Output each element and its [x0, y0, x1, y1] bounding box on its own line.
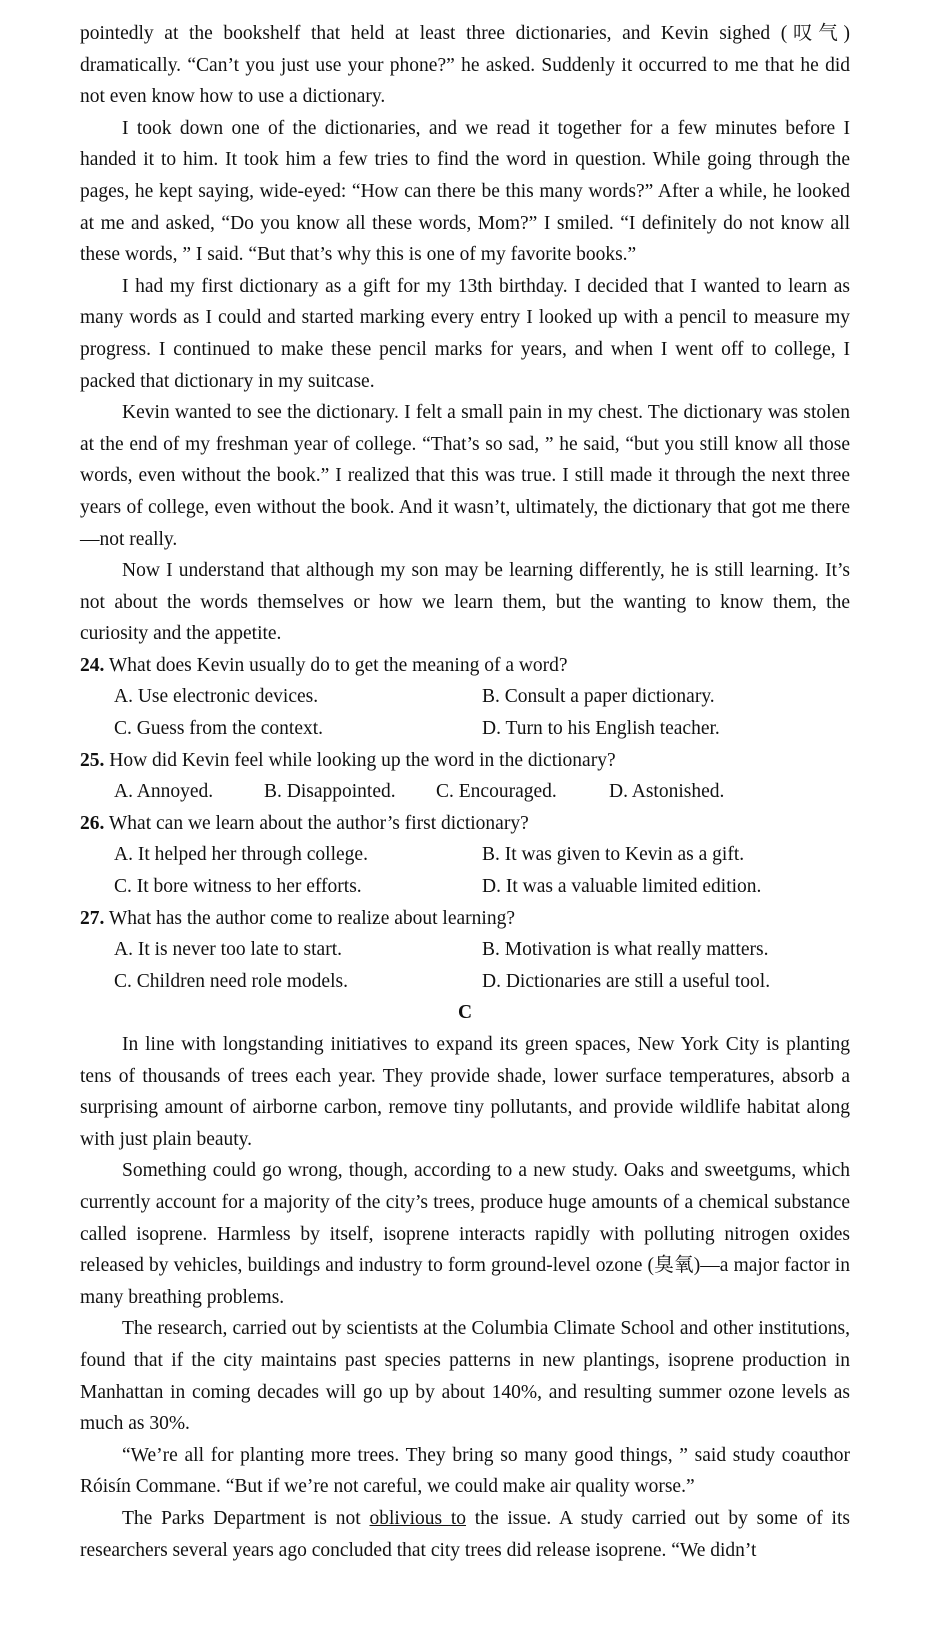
- question-text: How did Kevin feel while looking up the word in the dictionary?: [109, 749, 616, 771]
- question-stem: [80, 650, 850, 682]
- passage-paragraph: In line with longstanding initiatives to expand its green spaces, New York City is planting tens of thousands of trees each year. They provide shade, lower surface temperatures, absorb a surprising amount of airborne carbon, remove tiny pollutants, and provide wildlife habitat along with just plain beauty.: [80, 1034, 850, 1150]
- question-number: 26.: [80, 812, 105, 834]
- option-b: B. It was given to Kevin as a gift.: [482, 844, 745, 866]
- option-c: C. Guess from the context.: [114, 718, 324, 740]
- passage-paragraph: The research, carried out by scientists at the Columbia Climate School and other institutions, found that if the city maintains past species patterns in new plantings, isoprene production in Manhattan in coming decades will go up by about 140%, and resulting summer ozone levels as much as 30%.: [80, 1318, 850, 1435]
- passage-paragraph: Kevin wanted to see the dictionary. I felt a small pain in my chest. The dictionary was stolen at the end of my freshman year of college. “That’s so sad, ” he said, “but you still know all those words, even without the book.” I realized that this was true. I still made it through the next three years of college, even without the book. And it wasn’t, ultimately, the dictionary that got me there—not really.: [80, 402, 850, 550]
- passage-paragraph: I took down one of the dictionaries, and we read it together for a few minutes before I handed it to him. It took him a few tries to find the word in question. While going through the pages, he kept saying, wide-eyed: “How can there be this many words?” After a while, he looked at me and asked, “Do you know all these words, Mom?” I smiled. “I definitely do not know all these words, ” I said. “But that’s why this is one of my favorite books.”: [80, 117, 850, 266]
- question-number: 27.: [80, 907, 105, 929]
- question-27: [80, 903, 850, 998]
- question-24: [80, 650, 850, 745]
- passage-paragraph: pointedly at the bookshelf that held at least three dictionaries, and Kevin sighed (叹气) dramatically. “Can’t you just use your phone?” he asked. Suddenly it occurred to me that he did not even know how to use a dictionary.: [80, 23, 850, 108]
- passage-paragraph: “We’re all for planting more trees. They bring so many good things, ” said study coauthor Róisín Commane. “But if we’re not careful, we could make air quality worse.”: [80, 1444, 850, 1498]
- option-a: A. Use electronic devices.: [114, 686, 319, 708]
- option-b: B. Consult a paper dictionary.: [482, 686, 715, 708]
- question-number: 25.: [80, 749, 105, 771]
- option-list: [80, 839, 850, 902]
- exam-page: [80, 18, 850, 1566]
- text-span: the issue. A study carried out by some of its researchers several years ago concluded that city trees did release isoprene. “We didn’t: [80, 1507, 850, 1561]
- option-list: [80, 934, 850, 997]
- underlined-phrase: oblivious to: [369, 1507, 467, 1529]
- question-stem: [80, 808, 850, 840]
- question-number: 24.: [80, 654, 105, 676]
- question-stem: [80, 903, 850, 935]
- question-text: What has the author come to realize about learning?: [108, 907, 515, 929]
- option-d: D. Dictionaries are still a useful tool.: [482, 970, 771, 992]
- option-b: B. Disappointed.: [264, 781, 396, 803]
- option-c: C. Children need role models.: [114, 970, 348, 992]
- option-list: [80, 681, 850, 744]
- option-c: C. Encouraged.: [436, 781, 557, 803]
- option-a: A. Annoyed.: [114, 781, 214, 803]
- question-text: What can we learn about the author’s first dictionary?: [108, 812, 529, 834]
- option-a: A. It helped her through college.: [114, 844, 368, 866]
- option-a: A. It is never too late to start.: [114, 939, 342, 961]
- passage-paragraph: Now I understand that although my son may be learning differently, he is still learning. It’s not about the words themselves or how we learn them, but the wanting to know them, the curiosity and the appetite.: [80, 560, 850, 645]
- option-d: D. Turn to his English teacher.: [482, 718, 720, 740]
- question-25: [80, 745, 850, 808]
- passage-paragraph: [80, 1503, 850, 1566]
- option-list: [80, 776, 850, 808]
- text-span: The Parks Department is not: [122, 1507, 370, 1529]
- option-b: B. Motivation is what really matters.: [482, 939, 769, 961]
- option-d: D. Astonished.: [609, 781, 725, 803]
- passage-paragraph: Something could go wrong, though, according to a new study. Oaks and sweetgums, which currently account for a majority of the city’s trees, produce huge amounts of a chemical substance called isoprene. Harmless by itself, isoprene interacts rapidly with polluting nitrogen oxides released by vehicles, buildings and industry to form ground-level ozone (臭氧)—a major factor in many breathing problems.: [80, 1160, 850, 1308]
- option-d: D. It was a valuable limited edition.: [482, 876, 762, 898]
- section-heading: C: [457, 1002, 473, 1024]
- question-26: [80, 808, 850, 903]
- option-c: C. It bore witness to her efforts.: [114, 876, 362, 898]
- question-stem: [80, 745, 850, 777]
- question-text: What does Kevin usually do to get the meaning of a word?: [108, 654, 568, 676]
- passage-paragraph: I had my first dictionary as a gift for my 13th birthday. I decided that I wanted to learn as many words as I could and started marking every entry I looked up with a pencil to measure my progress. I continued to make these pencil marks for years, and when I went off to college, I packed that dictionary in my suitcase.: [80, 275, 850, 392]
